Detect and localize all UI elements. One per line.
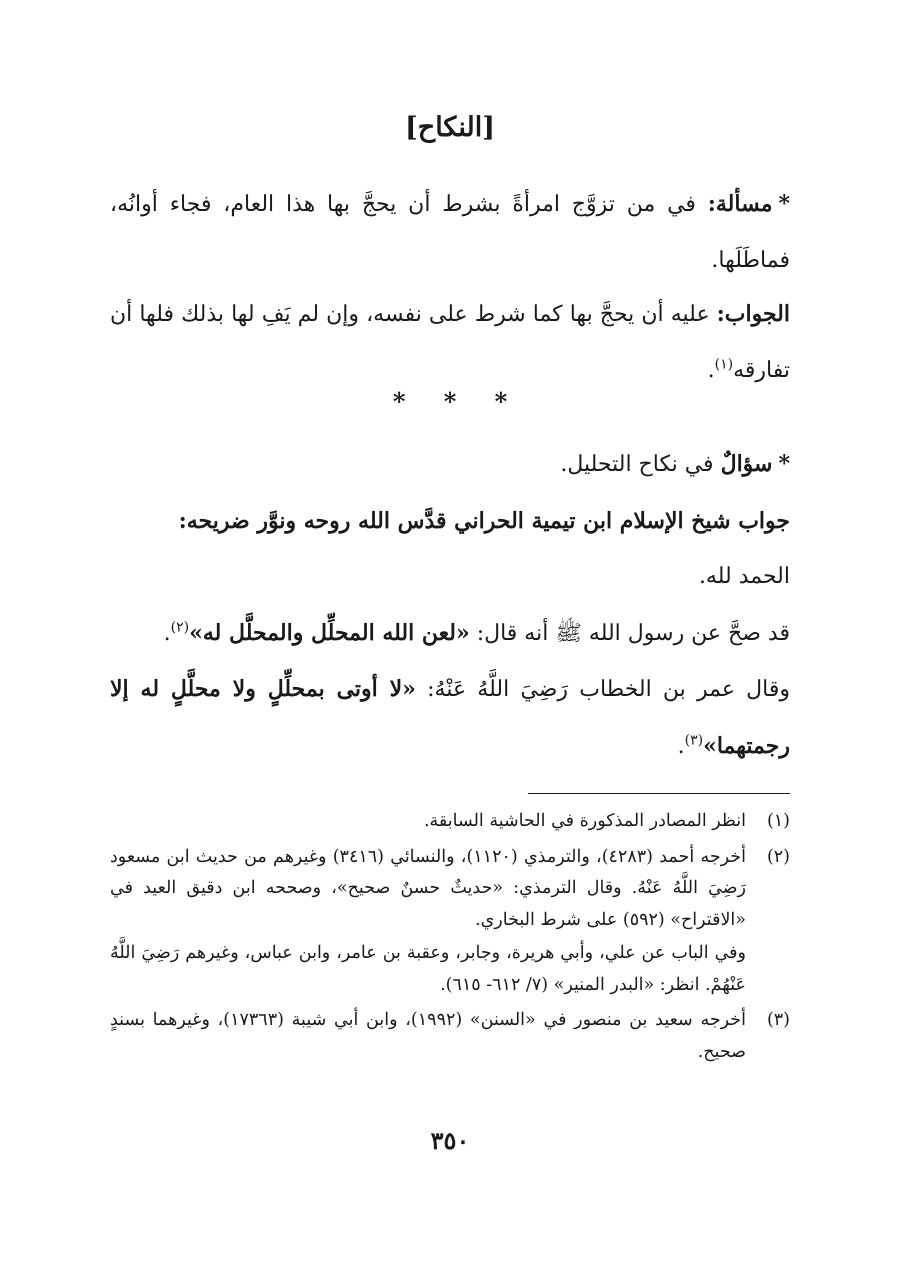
footnote-text: أخرجه أحمد (٤٢٨٣)، والترمذي (١١٢٠)، والنسائي (٣٤١٦) وغيرهم من حديث ابن مسعود رَضِيَ اللَّهُ عَنْهُ. وقال الترمذي: «حديثٌ حسنٌ صحيح»، وصححه ابن دقيق العيد في «الاقتراح» (٥٩٢) على شرط البخاري. [110,846,746,930]
asterisk-marker: * [778,191,790,217]
answer-1-end: . [707,358,715,383]
footnote-3 [110,1005,790,1068]
answer-1-label: الجواب: [716,301,790,327]
section-title: [النكاح] [405,112,495,143]
question-1-text: في من تزوَّج امرأةً بشرط أن يحجَّ بها هذا العام، فجاء أوانُه، فماطَلَها. [110,192,790,273]
question-2-text: في نكاح التحليل. [560,452,714,477]
footnote-2 [110,842,790,1002]
question-2-label: سؤالٌ [720,451,773,477]
hadith-1 [110,605,790,662]
hadith-2-end: . [677,734,685,759]
asterisk-marker: * [778,451,790,477]
footnote-number: (٢) [766,846,790,867]
question-2 [110,436,790,493]
footnote-divider [528,793,790,794]
footnotes [110,806,790,1072]
footnote-text: وفي الباب عن علي، وأبي هريرة، وجابر، وعقبة بن عامر، وابن عباس، وغيرهم رَضِيَ اللَّهُ عَنْهُمْ. انظر: «البدر المنير» (٧/ ٦١٢- ٦١٥). [110,943,746,995]
hamd-line: الحمد لله. [698,564,790,589]
document-page [110,0,790,1271]
question-1-label: مسألة: [707,191,773,217]
question-1 [110,176,790,289]
hadith-1-quote: «لعن الله المحلِّل والمحلَّل له» [189,620,470,646]
page-number: ٣٥٠ [430,1126,470,1155]
hadith-1-end: . [163,621,171,646]
footnote-ref-2[interactable]: (٢) [170,619,190,636]
answer-1-text: عليه أن يحجَّ بها كما شرط على نفسه، وإن لم يَفِ لها بذلك فلها أن تفارقه [110,302,790,383]
hadith-2-quote: «لا أوتى بمحلِّلٍ ولا محلَّلٍ له إلا رجمتهما» [110,676,790,759]
section-separator: * * * [392,387,508,416]
footnote-1 [110,806,790,838]
hadith-2 [110,661,790,775]
footnote-number: (١) [766,811,790,831]
hadith-1-text: قد صحَّ عن رسول الله ﷺ أنه قال: [469,621,790,646]
footnote-ref-3[interactable]: (٣) [684,732,704,749]
footnote-number: (٣) [766,1010,790,1030]
hadith-2-text: وقال عمر بن الخطاب رَضِيَ اللَّهُ عَنْهُ: [415,677,790,702]
answer-2-heading: جواب شيخ الإسلام ابن تيمية الحراني قدَّس الله روحه ونوَّر ضريحه: [178,508,790,534]
footnote-ref-1[interactable]: (١) [714,356,734,373]
footnote-text: أخرجه سعيد بن منصور في «السنن» (١٩٩٢)، وابن أبي شيبة (١٧٣٦٣)، وغيرهما بسندٍ صحيح. [110,1010,746,1062]
footnote-text: انظر المصادر المذكورة في الحاشية السابقة. [423,811,746,831]
